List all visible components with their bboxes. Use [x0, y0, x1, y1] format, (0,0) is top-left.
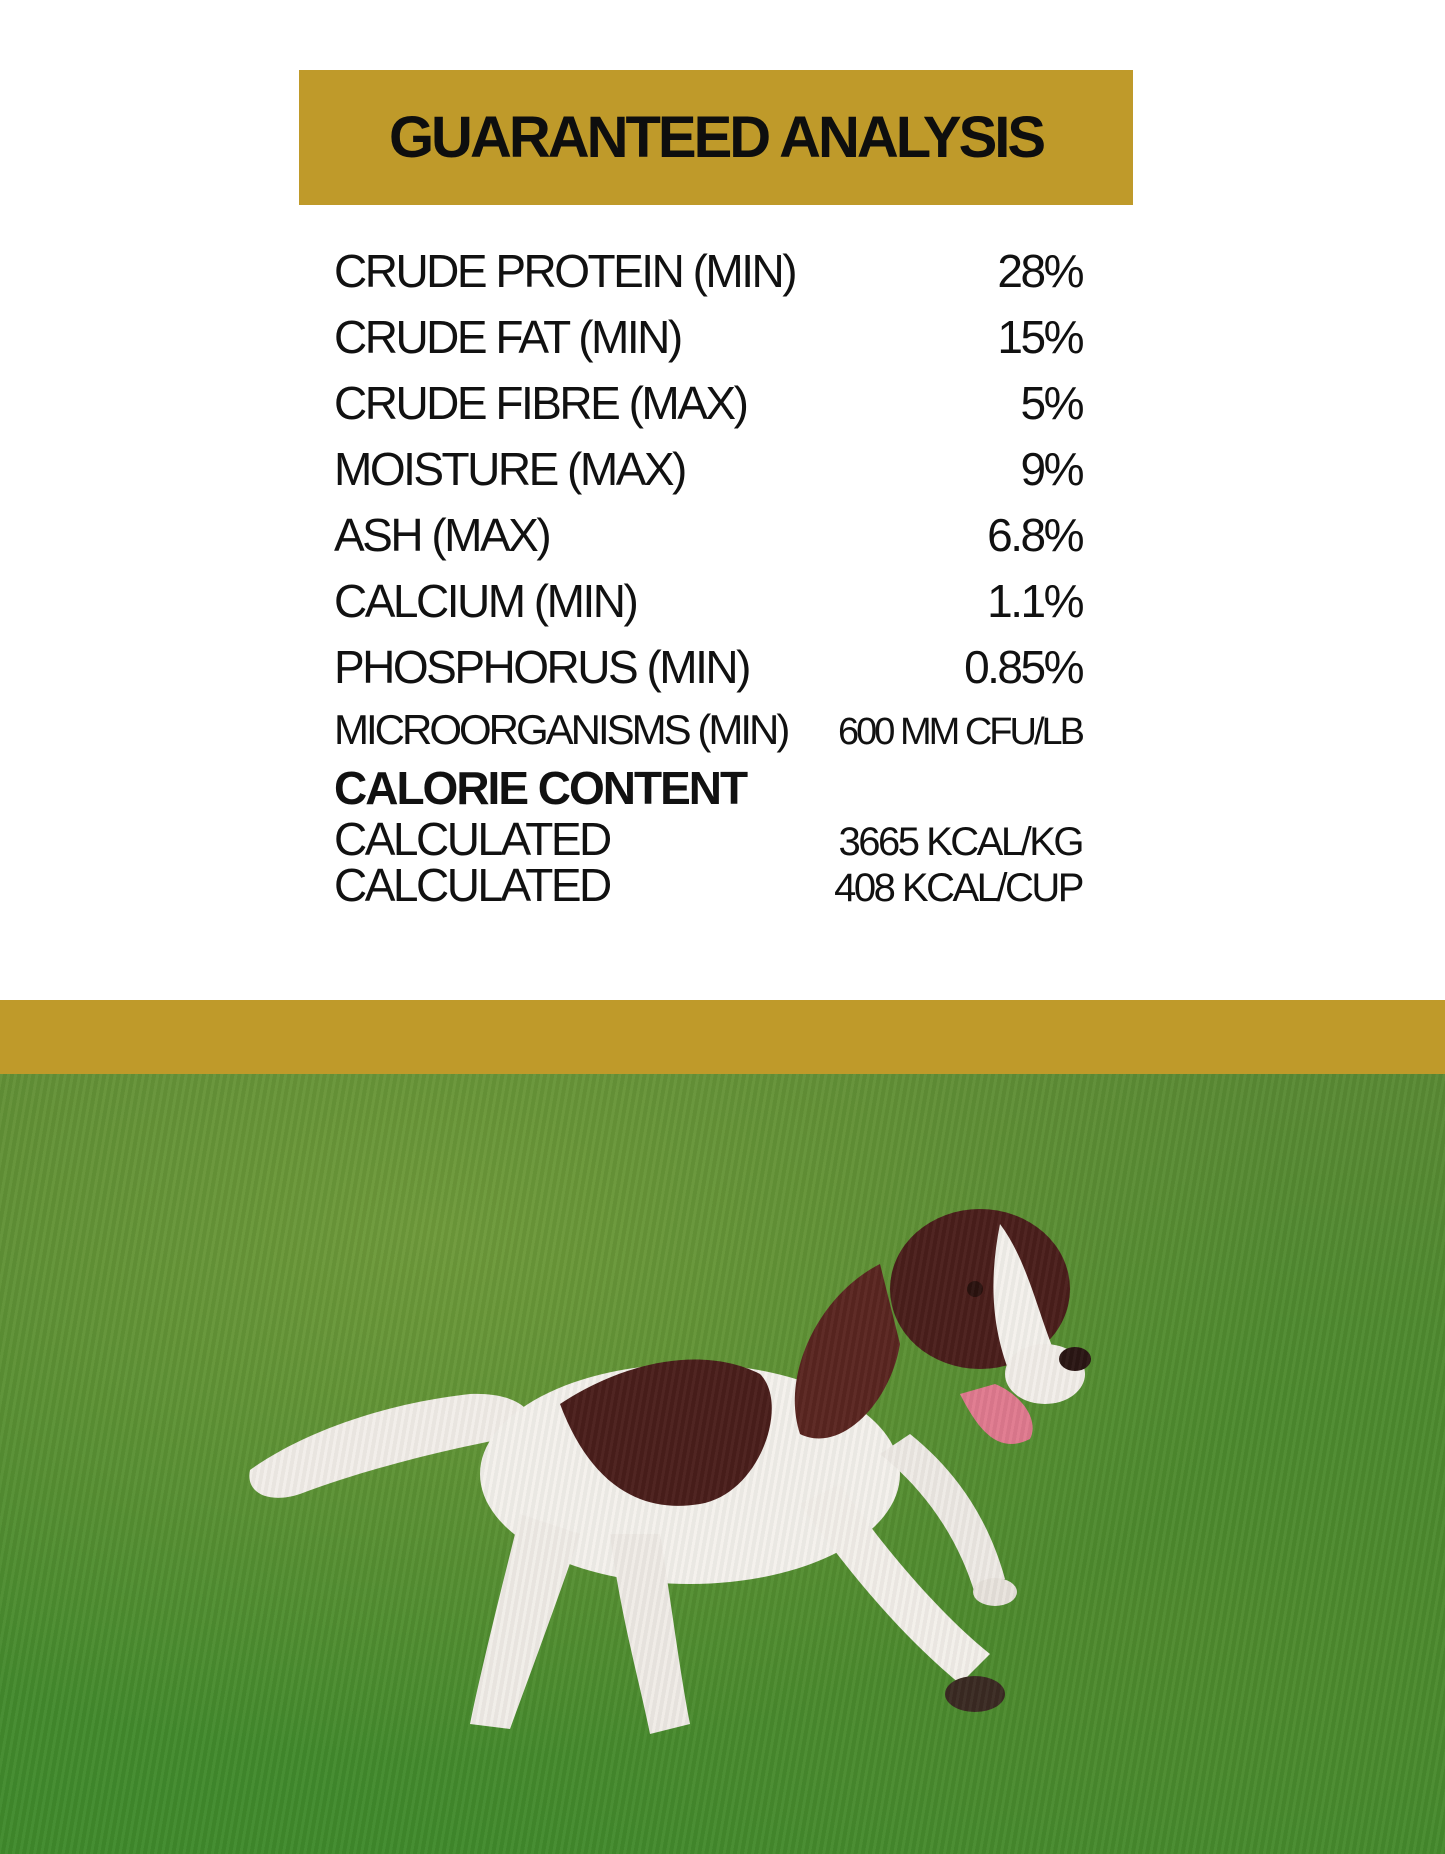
calorie-label: CALCULATED — [334, 813, 610, 865]
row-label: CRUDE FIBRE (MAX) — [334, 377, 747, 429]
analysis-row — [334, 370, 1082, 436]
calorie-label: CALCULATED — [334, 859, 610, 911]
calorie-value: 3665 KCAL/KG — [838, 820, 1082, 864]
analysis-row — [334, 700, 1082, 760]
row-value: 0.85% — [964, 641, 1082, 693]
calorie-heading: CALORIE CONTENT — [334, 762, 747, 814]
analysis-table — [334, 238, 1082, 911]
page-title: GUARANTEED ANALYSIS — [388, 105, 1044, 170]
dog-illustration — [0, 1074, 1445, 1854]
calorie-row — [334, 813, 1082, 865]
row-label: ASH (MAX) — [334, 509, 550, 561]
analysis-row — [334, 502, 1082, 568]
analysis-row — [334, 634, 1082, 700]
dog-running-photo — [0, 1074, 1445, 1854]
row-value: 6.8% — [987, 509, 1082, 561]
analysis-row — [334, 436, 1082, 502]
analysis-row — [334, 304, 1082, 370]
calorie-value: 408 KCAL/CUP — [834, 866, 1082, 910]
row-value: 5% — [1020, 377, 1082, 429]
analysis-row — [334, 568, 1082, 634]
row-label: CALCIUM (MIN) — [334, 575, 637, 627]
row-value: 1.1% — [987, 575, 1082, 627]
gold-divider-strip — [0, 1000, 1445, 1074]
row-label: CRUDE PROTEIN (MIN) — [334, 245, 796, 297]
calorie-row — [334, 859, 1082, 911]
row-value: 600 MM CFU/LB — [838, 711, 1082, 753]
row-value: 15% — [997, 311, 1082, 363]
row-label: CRUDE FAT (MIN) — [334, 311, 681, 363]
row-label: MOISTURE (MAX) — [334, 443, 685, 495]
row-value: 28% — [997, 245, 1082, 297]
row-label: MICROORGANISMS (MIN) — [334, 706, 788, 753]
row-value: 9% — [1020, 443, 1082, 495]
row-label: PHOSPHORUS (MIN) — [334, 641, 749, 693]
analysis-row — [334, 238, 1082, 304]
title-banner — [299, 70, 1133, 205]
